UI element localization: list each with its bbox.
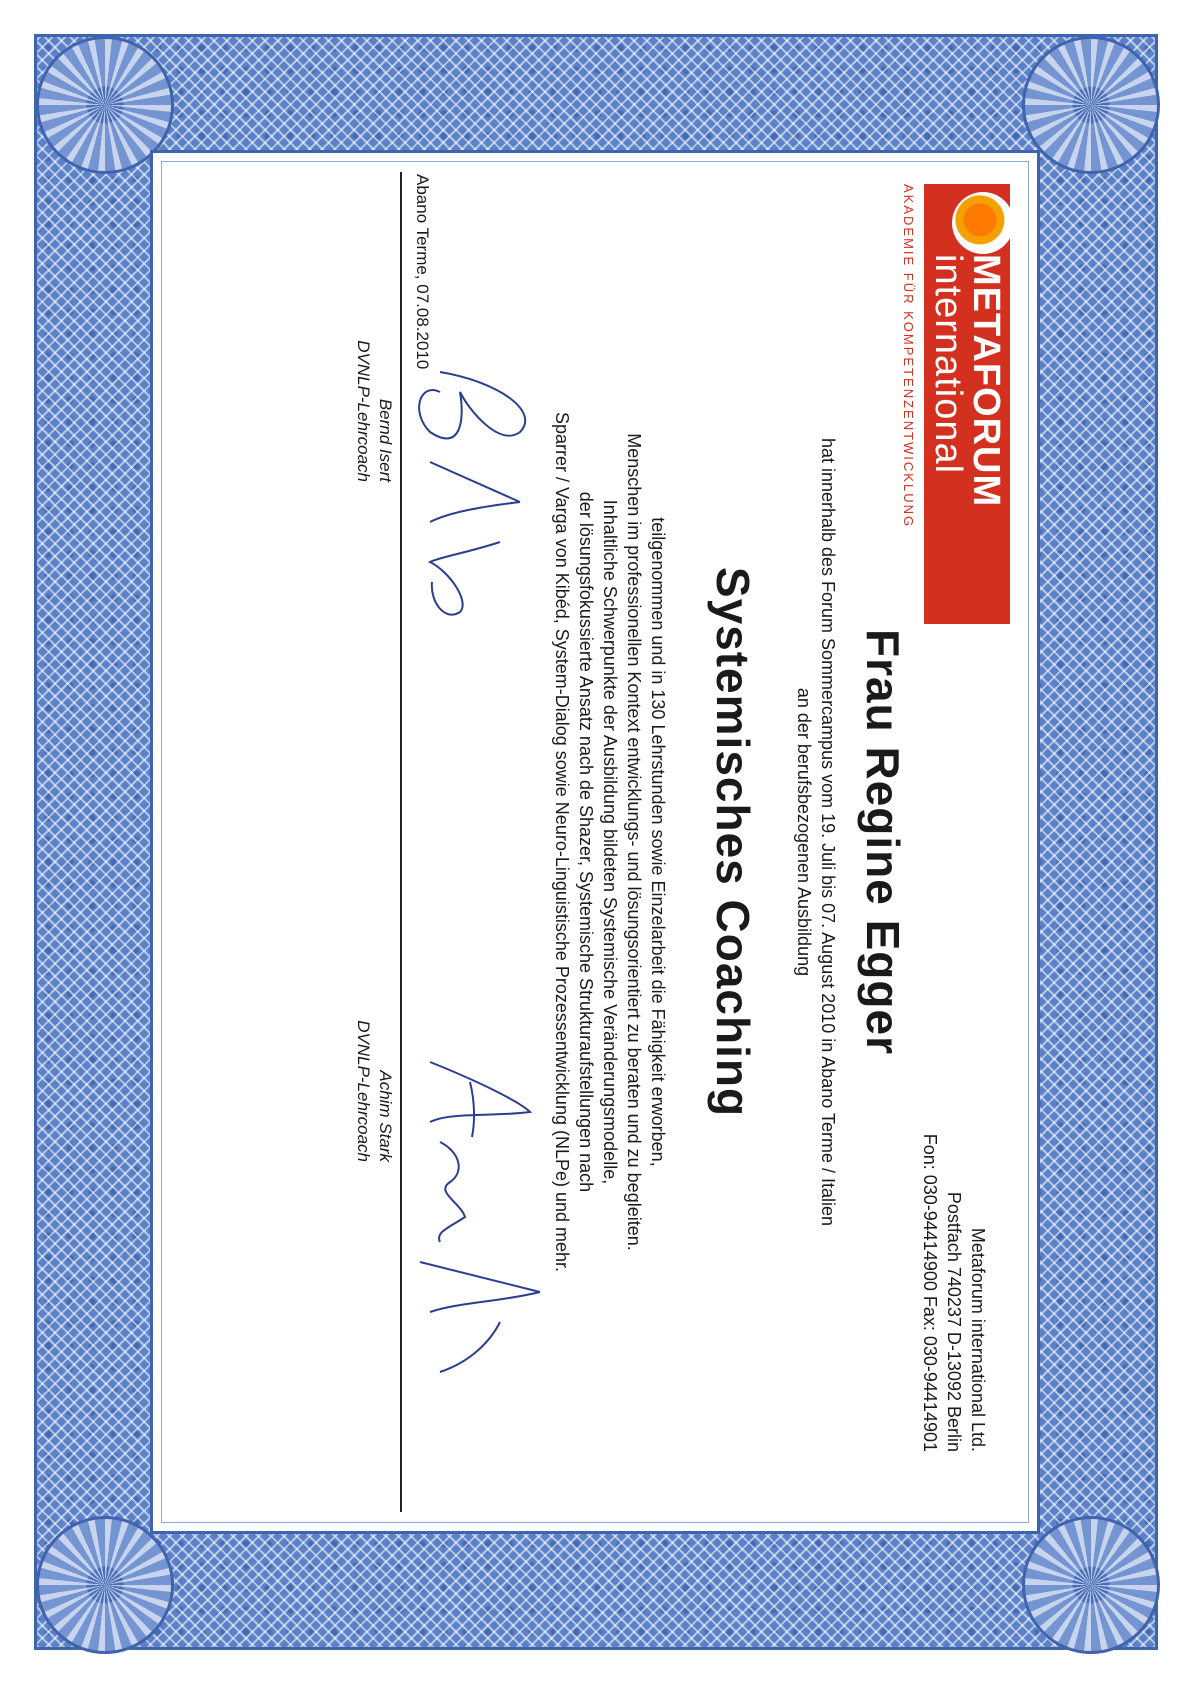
address-postbox: Postfach 740237 D-13092 Berlin [944,1191,964,1452]
description-line: der lösungsfokussierte Ansatz nach de Shazer, Systemische Strukturaufstellungen nach [576,491,596,1193]
description-line: teilgenommen und in 130 Lehrstunden sowie Einzelarbeit die Fähigkeit erworben, [648,517,668,1167]
logo-line-2: international [927,254,969,475]
signer-name: Bernd Isert [376,398,395,482]
place-and-date: Abano Terme, 07.08.2010 [413,174,432,370]
sender-address [918,1012,990,1452]
logo-line-1: METAFORUM [965,254,1007,508]
logo-tagline: AKADEMIE FÜR KOMPETENZENTWICKLUNG [901,184,916,529]
metaforum-logo [901,184,1010,624]
address-company: Metaforum international Ltd. [968,1227,988,1452]
logo-bar [924,184,1010,624]
signer-left [352,332,396,482]
signature-right [400,1042,560,1402]
signer-name: Achim Stark [376,1070,395,1162]
recipient-name: Frau Regine Egger [857,629,909,1055]
intro-line-1: hat innerhalb des Forum Sommercampus vom 19. Juli bis 07. August 2010 in Abano Terme / Italien [818,437,838,1227]
logo-text [929,254,1005,507]
program-title: Systemisches Coaching [707,566,759,1118]
description-text [550,172,670,1512]
logo-circle-icon [952,192,1014,254]
signature-line [400,172,402,1512]
signer-title: DVNLP-Lehrcoach [354,1020,373,1162]
corner-rosette [36,1516,174,1654]
intro-text [792,182,840,1482]
corner-rosette [1022,1516,1160,1654]
signer-right [352,1012,396,1162]
signer-title: DVNLP-Lehrcoach [354,340,373,482]
signature-left [400,352,560,652]
description-line: Menschen im professionellen Kontext entwicklungs- und lösungsorientiert zu beraten und zu begleiten. [624,433,644,1251]
certificate-content [170,162,1020,1522]
corner-rosette [1022,36,1160,174]
address-phone-fax: Fon: 030-94414900 Fax: 030-94414901 [920,1133,940,1452]
intro-line-2: an der berufsbezogenen Ausbildung [794,687,814,977]
description-line: Inhaltliche Schwerpunkte der Ausbildung bildeten Systemische Veränderungsmodelle, [600,499,620,1185]
description-line: Sparrer / Varga von Kibéd, System-Dialog sowie Neuro-Linguistische Prozessentwicklung (NLPe) und mehr. [552,411,572,1273]
